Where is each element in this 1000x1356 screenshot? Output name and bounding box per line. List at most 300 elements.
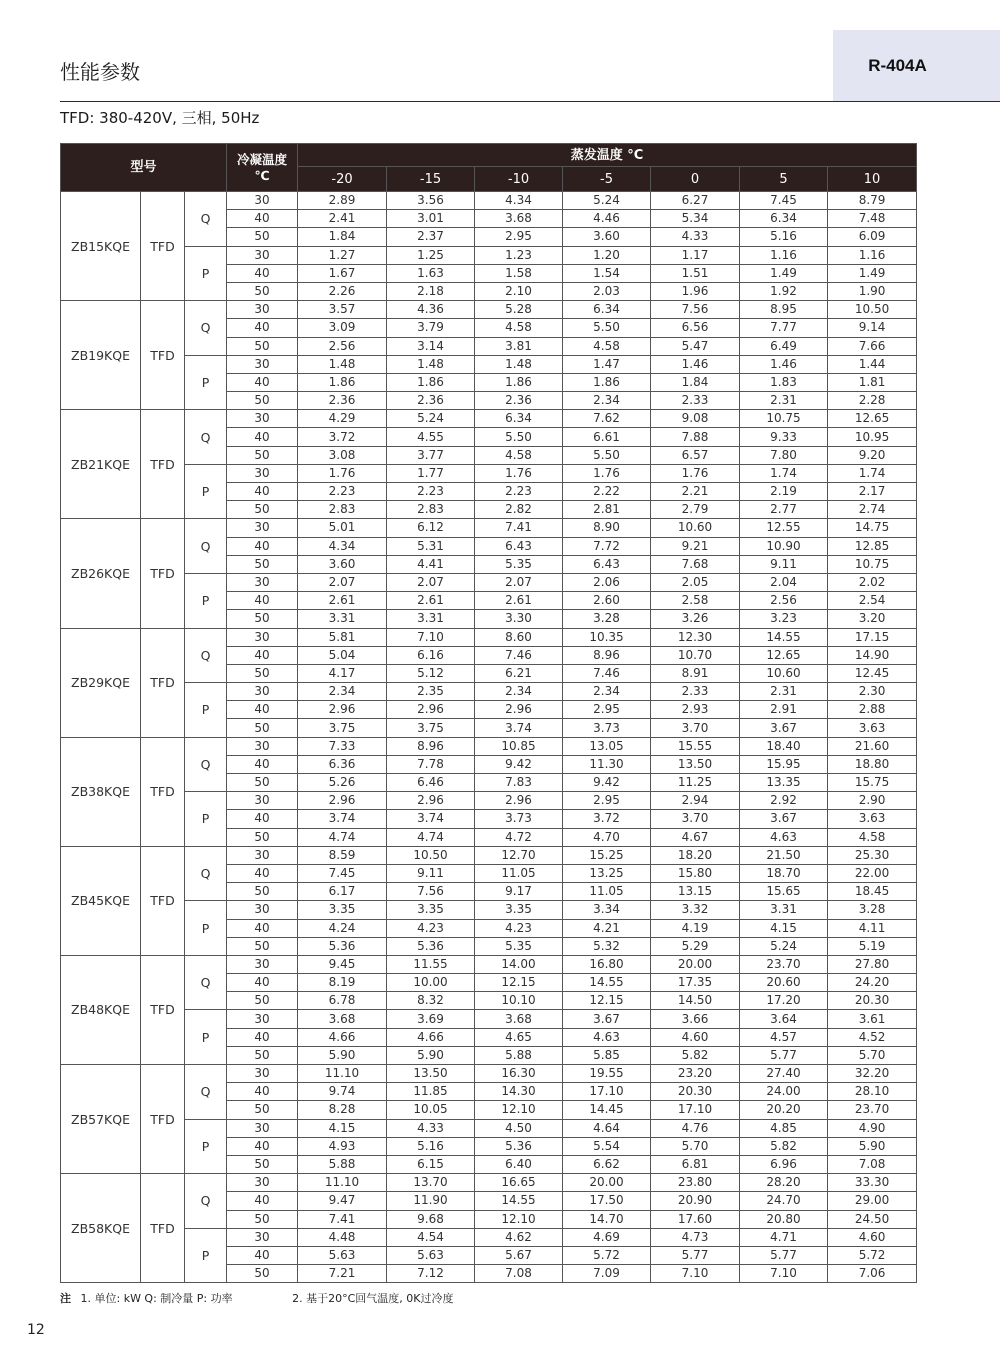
table-row	[61, 628, 917, 646]
metric-label: P	[185, 573, 227, 628]
value-cell: 3.26	[651, 610, 740, 628]
value-cell: 2.07	[298, 573, 387, 591]
value-cell: 19.55	[563, 1065, 651, 1083]
value-cell: 5.35	[475, 555, 563, 573]
model-type: TFD	[141, 410, 185, 519]
model-type: TFD	[141, 1174, 185, 1283]
value-cell: 5.01	[298, 519, 387, 537]
refrigerant-tag: R-404A	[833, 30, 1000, 102]
value-cell: 5.88	[475, 1046, 563, 1064]
note-conditions: 2. 基于20°C回气温度, 0K过冷度	[292, 1292, 454, 1305]
condensing-temp-cell: 40	[227, 810, 298, 828]
model-name: ZB15KQE	[61, 192, 141, 301]
value-cell: 2.77	[740, 501, 828, 519]
table-row	[61, 901, 917, 919]
value-cell: 9.17	[475, 883, 563, 901]
value-cell: 5.50	[563, 319, 651, 337]
value-cell: 4.65	[475, 1028, 563, 1046]
value-cell: 21.50	[740, 846, 828, 864]
value-cell: 9.68	[387, 1210, 475, 1228]
page-title: 性能参数	[60, 60, 140, 84]
value-cell: 20.20	[740, 1101, 828, 1119]
condensing-temp-cell: 30	[227, 1228, 298, 1246]
value-cell: 3.60	[563, 228, 651, 246]
value-cell: 5.28	[475, 301, 563, 319]
value-cell: 20.90	[651, 1192, 740, 1210]
value-cell: 3.68	[475, 1010, 563, 1028]
evap-temp-header: 0	[651, 167, 740, 192]
note-units: 1. 单位: kW Q: 制冷量 P: 功率	[80, 1292, 233, 1305]
value-cell: 14.55	[740, 628, 828, 646]
value-cell: 4.19	[651, 919, 740, 937]
metric-label: Q	[185, 737, 227, 792]
table-row	[61, 1119, 917, 1137]
value-cell: 1.47	[563, 355, 651, 373]
value-cell: 2.05	[651, 573, 740, 591]
metric-label: Q	[185, 955, 227, 1010]
value-cell: 6.49	[740, 337, 828, 355]
metric-label: Q	[185, 301, 227, 356]
value-cell: 8.19	[298, 974, 387, 992]
value-cell: 7.56	[651, 301, 740, 319]
table-row	[61, 792, 917, 810]
value-cell: 4.33	[387, 1119, 475, 1137]
value-cell: 4.21	[563, 919, 651, 937]
value-cell: 1.76	[298, 464, 387, 482]
value-cell: 2.34	[563, 392, 651, 410]
value-cell: 8.90	[563, 519, 651, 537]
value-cell: 9.42	[475, 755, 563, 773]
value-cell: 5.26	[298, 774, 387, 792]
value-cell: 16.65	[475, 1174, 563, 1192]
value-cell: 7.80	[740, 446, 828, 464]
value-cell: 27.80	[828, 955, 917, 973]
condensing-temp-cell: 50	[227, 282, 298, 300]
value-cell: 2.33	[651, 392, 740, 410]
value-cell: 2.93	[651, 701, 740, 719]
value-cell: 3.35	[298, 901, 387, 919]
value-cell: 2.96	[475, 701, 563, 719]
page-number: 12	[27, 1322, 45, 1338]
value-cell: 21.60	[828, 737, 917, 755]
value-cell: 4.73	[651, 1228, 740, 1246]
value-cell: 7.46	[475, 646, 563, 664]
value-cell: 2.58	[651, 592, 740, 610]
model-name: ZB58KQE	[61, 1174, 141, 1283]
value-cell: 17.35	[651, 974, 740, 992]
value-cell: 4.64	[563, 1119, 651, 1137]
value-cell: 3.68	[475, 210, 563, 228]
condensing-temp-cell: 40	[227, 210, 298, 228]
value-cell: 6.15	[387, 1155, 475, 1173]
value-cell: 17.10	[651, 1101, 740, 1119]
value-cell: 9.45	[298, 955, 387, 973]
value-cell: 5.70	[651, 1137, 740, 1155]
value-cell: 3.01	[387, 210, 475, 228]
value-cell: 4.60	[828, 1228, 917, 1246]
value-cell: 16.30	[475, 1065, 563, 1083]
value-cell: 1.92	[740, 282, 828, 300]
model-name: ZB48KQE	[61, 955, 141, 1064]
value-cell: 7.12	[387, 1265, 475, 1283]
condensing-temp-cell: 30	[227, 573, 298, 591]
condensing-temp-cell: 50	[227, 446, 298, 464]
value-cell: 5.24	[740, 937, 828, 955]
value-cell: 7.45	[298, 864, 387, 882]
value-cell: 13.50	[387, 1065, 475, 1083]
value-cell: 2.10	[475, 282, 563, 300]
value-cell: 3.09	[298, 319, 387, 337]
condensing-temp-cell: 50	[227, 501, 298, 519]
value-cell: 1.86	[563, 373, 651, 391]
value-cell: 4.57	[740, 1028, 828, 1046]
condensing-temp-cell: 50	[227, 337, 298, 355]
value-cell: 3.67	[740, 810, 828, 828]
model-type: TFD	[141, 955, 185, 1064]
value-cell: 24.70	[740, 1192, 828, 1210]
value-cell: 1.17	[651, 246, 740, 264]
value-cell: 1.90	[828, 282, 917, 300]
model-name: ZB45KQE	[61, 846, 141, 955]
condensing-temp-cell: 40	[227, 483, 298, 501]
value-cell: 2.35	[387, 683, 475, 701]
value-cell: 8.91	[651, 664, 740, 682]
value-cell: 23.20	[651, 1065, 740, 1083]
value-cell: 5.88	[298, 1155, 387, 1173]
condensing-temp-cell: 30	[227, 1119, 298, 1137]
value-cell: 1.48	[298, 355, 387, 373]
model-type: TFD	[141, 846, 185, 955]
value-cell: 2.18	[387, 282, 475, 300]
value-cell: 11.55	[387, 955, 475, 973]
header-condensing-temp	[227, 144, 298, 192]
value-cell: 20.80	[740, 1210, 828, 1228]
value-cell: 8.32	[387, 992, 475, 1010]
model-type: TFD	[141, 301, 185, 410]
value-cell: 10.60	[651, 519, 740, 537]
value-cell: 2.19	[740, 483, 828, 501]
value-cell: 4.50	[475, 1119, 563, 1137]
note-label: 注	[60, 1292, 71, 1305]
value-cell: 5.04	[298, 646, 387, 664]
value-cell: 3.31	[740, 901, 828, 919]
value-cell: 5.90	[387, 1046, 475, 1064]
condensing-temp-cell: 50	[227, 774, 298, 792]
condensing-temp-cell: 30	[227, 301, 298, 319]
value-cell: 18.20	[651, 846, 740, 864]
value-cell: 22.00	[828, 864, 917, 882]
value-cell: 5.12	[387, 664, 475, 682]
value-cell: 5.90	[828, 1137, 917, 1155]
condensing-temp-cell: 30	[227, 955, 298, 973]
value-cell: 3.32	[651, 901, 740, 919]
value-cell: 3.08	[298, 446, 387, 464]
value-cell: 15.55	[651, 737, 740, 755]
value-cell: 23.70	[740, 955, 828, 973]
value-cell: 3.74	[475, 719, 563, 737]
value-cell: 3.81	[475, 337, 563, 355]
value-cell: 7.48	[828, 210, 917, 228]
value-cell: 1.51	[651, 264, 740, 282]
value-cell: 1.49	[828, 264, 917, 282]
value-cell: 3.34	[563, 901, 651, 919]
value-cell: 3.75	[298, 719, 387, 737]
value-cell: 10.50	[828, 301, 917, 319]
value-cell: 2.54	[828, 592, 917, 610]
value-cell: 10.10	[475, 992, 563, 1010]
value-cell: 20.60	[740, 974, 828, 992]
value-cell: 5.72	[563, 1246, 651, 1264]
value-cell: 5.36	[298, 937, 387, 955]
value-cell: 7.10	[387, 628, 475, 646]
condensing-temp-cell: 40	[227, 537, 298, 555]
value-cell: 1.86	[298, 373, 387, 391]
value-cell: 5.50	[563, 446, 651, 464]
evap-temp-header: -15	[387, 167, 475, 192]
value-cell: 2.61	[298, 592, 387, 610]
condensing-temp-cell: 30	[227, 792, 298, 810]
value-cell: 1.27	[298, 246, 387, 264]
value-cell: 4.62	[475, 1228, 563, 1246]
value-cell: 11.30	[563, 755, 651, 773]
header-condensing-label: 冷凝温度	[237, 151, 288, 167]
value-cell: 2.60	[563, 592, 651, 610]
value-cell: 4.34	[298, 537, 387, 555]
value-cell: 5.77	[740, 1046, 828, 1064]
value-cell: 1.77	[387, 464, 475, 482]
value-cell: 9.21	[651, 537, 740, 555]
condensing-temp-cell: 30	[227, 1010, 298, 1028]
value-cell: 6.34	[563, 301, 651, 319]
condensing-temp-cell: 50	[227, 883, 298, 901]
value-cell: 18.80	[828, 755, 917, 773]
value-cell: 2.33	[651, 683, 740, 701]
value-cell: 14.55	[475, 1192, 563, 1210]
metric-label: P	[185, 901, 227, 956]
value-cell: 6.56	[651, 319, 740, 337]
value-cell: 7.56	[387, 883, 475, 901]
header-condensing-unit: ℃	[254, 167, 270, 183]
value-cell: 29.00	[828, 1192, 917, 1210]
value-cell: 7.06	[828, 1265, 917, 1283]
model-name: ZB29KQE	[61, 628, 141, 737]
value-cell: 10.35	[563, 628, 651, 646]
value-cell: 3.66	[651, 1010, 740, 1028]
value-cell: 4.67	[651, 828, 740, 846]
condensing-temp-cell: 30	[227, 683, 298, 701]
value-cell: 20.30	[828, 992, 917, 1010]
value-cell: 7.41	[475, 519, 563, 537]
condensing-temp-cell: 40	[227, 319, 298, 337]
value-cell: 3.70	[651, 810, 740, 828]
value-cell: 24.00	[740, 1083, 828, 1101]
value-cell: 5.24	[387, 410, 475, 428]
table-row	[61, 1010, 917, 1028]
value-cell: 2.36	[387, 392, 475, 410]
value-cell: 5.36	[475, 1137, 563, 1155]
value-cell: 1.67	[298, 264, 387, 282]
condensing-temp-cell: 50	[227, 1155, 298, 1173]
value-cell: 2.07	[387, 573, 475, 591]
value-cell: 9.33	[740, 428, 828, 446]
value-cell: 14.45	[563, 1101, 651, 1119]
condensing-temp-cell: 30	[227, 355, 298, 373]
value-cell: 3.31	[387, 610, 475, 628]
value-cell: 18.40	[740, 737, 828, 755]
value-cell: 2.22	[563, 483, 651, 501]
value-cell: 2.79	[651, 501, 740, 519]
value-cell: 25.30	[828, 846, 917, 864]
value-cell: 1.25	[387, 246, 475, 264]
value-cell: 3.30	[475, 610, 563, 628]
performance-table	[60, 143, 917, 1283]
value-cell: 20.30	[651, 1083, 740, 1101]
value-cell: 2.88	[828, 701, 917, 719]
value-cell: 4.41	[387, 555, 475, 573]
value-cell: 8.79	[828, 192, 917, 210]
value-cell: 12.65	[828, 410, 917, 428]
condensing-temp-cell: 40	[227, 264, 298, 282]
value-cell: 3.20	[828, 610, 917, 628]
value-cell: 8.59	[298, 846, 387, 864]
value-cell: 11.25	[651, 774, 740, 792]
value-cell: 15.75	[828, 774, 917, 792]
value-cell: 13.50	[651, 755, 740, 773]
value-cell: 3.74	[298, 810, 387, 828]
condensing-temp-cell: 40	[227, 592, 298, 610]
value-cell: 2.23	[475, 483, 563, 501]
value-cell: 17.10	[563, 1083, 651, 1101]
value-cell: 3.23	[740, 610, 828, 628]
metric-label: P	[185, 792, 227, 847]
value-cell: 5.77	[651, 1246, 740, 1264]
value-cell: 6.78	[298, 992, 387, 1010]
value-cell: 2.06	[563, 573, 651, 591]
condensing-temp-cell: 40	[227, 755, 298, 773]
value-cell: 2.23	[298, 483, 387, 501]
value-cell: 10.60	[740, 664, 828, 682]
value-cell: 5.50	[475, 428, 563, 446]
value-cell: 1.84	[298, 228, 387, 246]
value-cell: 7.46	[563, 664, 651, 682]
value-cell: 18.70	[740, 864, 828, 882]
condensing-temp-cell: 30	[227, 519, 298, 537]
value-cell: 9.47	[298, 1192, 387, 1210]
value-cell: 2.95	[475, 228, 563, 246]
value-cell: 14.70	[563, 1210, 651, 1228]
value-cell: 5.82	[740, 1137, 828, 1155]
value-cell: 10.70	[651, 646, 740, 664]
value-cell: 5.16	[740, 228, 828, 246]
value-cell: 9.20	[828, 446, 917, 464]
value-cell: 6.96	[740, 1155, 828, 1173]
table-row	[61, 1174, 917, 1192]
value-cell: 1.63	[387, 264, 475, 282]
value-cell: 5.72	[828, 1246, 917, 1264]
condensing-temp-cell: 30	[227, 628, 298, 646]
value-cell: 5.32	[563, 937, 651, 955]
metric-label: P	[185, 1010, 227, 1065]
value-cell: 4.55	[387, 428, 475, 446]
value-cell: 11.05	[563, 883, 651, 901]
value-cell: 5.90	[298, 1046, 387, 1064]
value-cell: 1.46	[740, 355, 828, 373]
table-row	[61, 355, 917, 373]
header-model: 型号	[61, 144, 227, 192]
metric-label: Q	[185, 1065, 227, 1120]
header-rule	[60, 101, 1000, 102]
value-cell: 1.16	[828, 246, 917, 264]
value-cell: 5.54	[563, 1137, 651, 1155]
condensing-temp-cell: 40	[227, 701, 298, 719]
value-cell: 1.48	[387, 355, 475, 373]
value-cell: 24.20	[828, 974, 917, 992]
value-cell: 4.58	[475, 319, 563, 337]
value-cell: 1.74	[740, 464, 828, 482]
value-cell: 12.55	[740, 519, 828, 537]
value-cell: 2.92	[740, 792, 828, 810]
value-cell: 1.96	[651, 282, 740, 300]
value-cell: 11.05	[475, 864, 563, 882]
value-cell: 4.72	[475, 828, 563, 846]
value-cell: 5.16	[387, 1137, 475, 1155]
value-cell: 2.89	[298, 192, 387, 210]
value-cell: 2.36	[475, 392, 563, 410]
model-type: TFD	[141, 192, 185, 301]
value-cell: 15.80	[651, 864, 740, 882]
metric-label: Q	[185, 519, 227, 574]
table-row	[61, 464, 917, 482]
table-row	[61, 1065, 917, 1083]
condensing-temp-cell: 40	[227, 1246, 298, 1264]
value-cell: 5.47	[651, 337, 740, 355]
metric-label: P	[185, 464, 227, 519]
value-cell: 3.28	[563, 610, 651, 628]
condensing-temp-cell: 50	[227, 828, 298, 846]
value-cell: 3.63	[828, 719, 917, 737]
model-name: ZB19KQE	[61, 301, 141, 410]
value-cell: 6.43	[563, 555, 651, 573]
value-cell: 2.02	[828, 573, 917, 591]
value-cell: 4.69	[563, 1228, 651, 1246]
value-cell: 3.60	[298, 555, 387, 573]
value-cell: 1.86	[387, 373, 475, 391]
condensing-temp-cell: 50	[227, 937, 298, 955]
condensing-temp-cell: 50	[227, 664, 298, 682]
value-cell: 2.56	[298, 337, 387, 355]
value-cell: 2.26	[298, 282, 387, 300]
value-cell: 2.31	[740, 392, 828, 410]
value-cell: 2.96	[475, 792, 563, 810]
value-cell: 2.56	[740, 592, 828, 610]
model-name: ZB57KQE	[61, 1065, 141, 1174]
value-cell: 8.60	[475, 628, 563, 646]
value-cell: 3.67	[563, 1010, 651, 1028]
value-cell: 7.08	[475, 1265, 563, 1283]
value-cell: 1.23	[475, 246, 563, 264]
value-cell: 11.90	[387, 1192, 475, 1210]
value-cell: 3.72	[298, 428, 387, 446]
value-cell: 4.24	[298, 919, 387, 937]
value-cell: 7.78	[387, 755, 475, 773]
value-cell: 15.25	[563, 846, 651, 864]
value-cell: 2.83	[298, 501, 387, 519]
condensing-temp-cell: 30	[227, 1174, 298, 1192]
value-cell: 2.96	[387, 701, 475, 719]
value-cell: 23.70	[828, 1101, 917, 1119]
value-cell: 23.80	[651, 1174, 740, 1192]
value-cell: 32.20	[828, 1065, 917, 1083]
